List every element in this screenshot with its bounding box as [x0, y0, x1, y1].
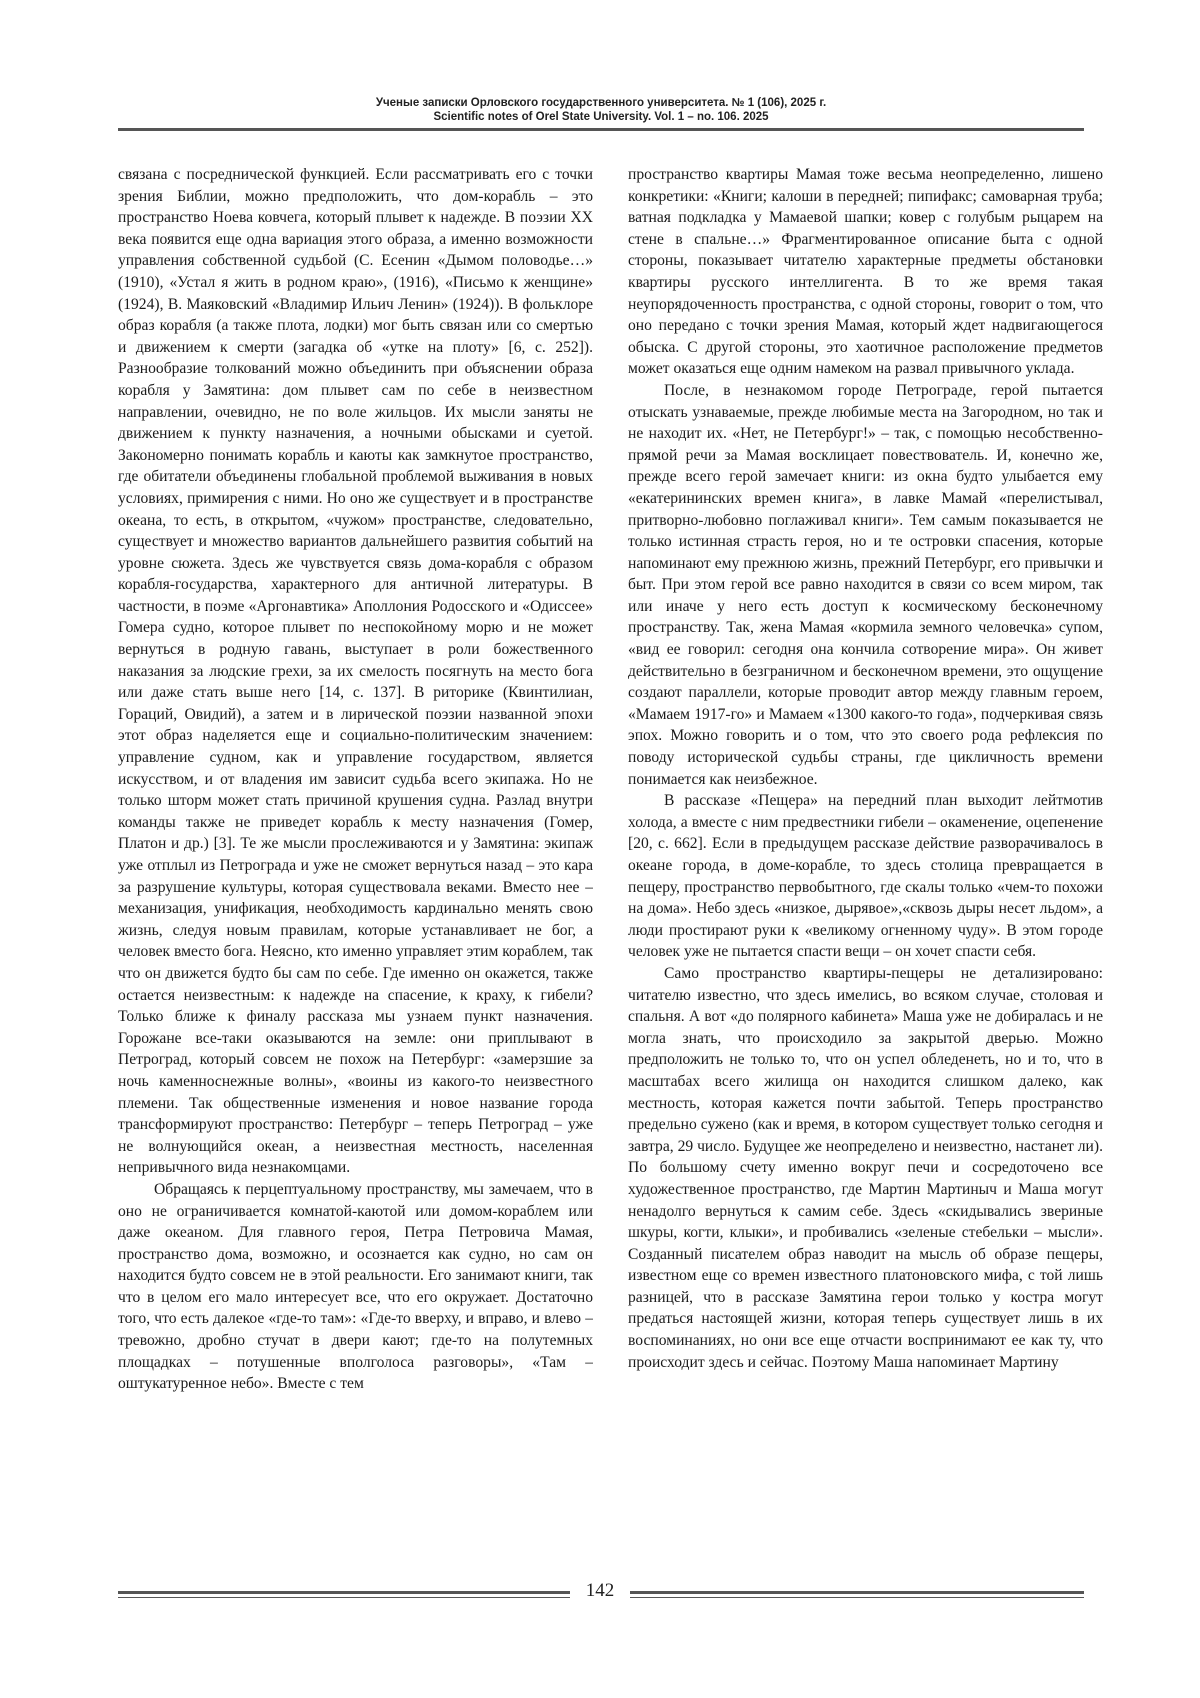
- paragraph: связана с посреднической функцией. Если рассматривать его с точки зрения Библии, можно предположить, что дом-корабль – это пространство Ноева ковчега, который плывет к надежде. В поэзии XX века появится еще одна вариация этого образа, а именно возможности управления собственной судьбой (С. Есенин «Дымом половодье…» (1910), «Устал я жить в родном краю», (1916), «Письмо к женщине» (1924), В. Маяковский «Владимир Ильич Ленин» (1924)). В фольклоре образ корабля (а также плота, лодки) мог быть связан или со смертью и движением к смерти (загадка об «утке на плоту» [6, с. 252]). Разнообразие толкований можно объединить при объяснении образа корабля у Замятина: дом плывет сам по себе в неизвестном направлении, очевидно, не по воле жильцов. Их мысли заняты не движением к пункту назначения, а ночными обысками и суетой. Закономерно понимать корабль и каюты как замкнутое пространство, где обитатели объединены глобальной проблемой выживания в новых условиях, примирения с ними. Но оно же существует и в пространстве океана, то есть, в открытом, «чужом» пространстве, следовательно, существует и множество вариантов дальнейшего развития событий на уровне сюжета. Здесь же чувствуется связь дома-корабля с образом корабля-государства, характерного для античной литературы. В частности, в поэме «Аргонавтика» Аполлония Родосского и «Одиссее» Гомера судно, которое плывет по неспокойному морю и не может вернуться в родную гавань, выступает в роли божественного наказания за людские грехи, за их смелость посягнуть на место бога или даже стать выше него [14, с. 137]. В риторике (Квинтилиан, Гораций, Овидий), а затем и в лирической поэзии названной эпохи этот образ наделяется еще и социально-политическим значением: управление судном, как и управление государством, является искусством, и от владения им зависит судьба всего экипажа. Но не только шторм может стать причиной крушения судна. Разлад внутри команды также не приведет корабль к месту назначения (Гомер, Платон и др.) [3]. Те же мысли прослеживаются и у Замятина: экипаж уже отплыл из Петрограда и уже не сможет вернуться назад – это кара за разрушение культуры, которая существовала веками. Вместо нее – механизация, унификация, необходимость кардинально менять свою жизнь, следуя новым правилам, которые устанавливает не бог, а человек вместо бога. Неясно, кто именно управляет этим кораблем, так что он движется будто бы сам по себе. Где именно он окажется, также остается неизвестным: к надежде на спасение, к краху, к гибели? Только ближе к финалу рассказа мы узнаем пункт назначения. Горожане все-таки оказываются на земле: они приплывают в Петроград, который совсем не похож на Петербург: «замерзшие за ночь каменноснежные волны», «воины из какого-то неизвестного племени. Так общественные изменения и новое название города трансформируют пространство: Петербург – теперь Петроград – уже не волнующийся океан, а неизвестная местность, населенная непривычного вида незнакомцами.: [118, 166, 593, 1177]
- right-column: [628, 164, 1103, 1554]
- paragraph: Само пространство квартиры-пещеры не детализировано: читателю известно, что здесь имелись, во всяком случае, столовая и спальня. А вот «до полярного кабинета» Маша уже не добиралась и не могла знать, что происходило за закрытой дверью. Можно предположить не только то, что он успел обледенеть, но и то, что в масштабах всего жилища он находится слишком далеко, как местность, которая кажется почти забытой. Теперь пространство предельно сужено (как и время, в котором существует только сегодня и завтра, 29 число. Будущее же неопределено и неизвестно, настанет ли). По большому счету именно вокруг печи и сосредоточено все художественное пространство, где Мартин Мартиныч и Маша могут ненадолго вернуться к самим себе. Здесь «скидывались звериные шкуры, когти, клыки», и пробивались «зеленые стебельки – мысли». Созданный писателем образ наводит на мысль об образе пещеры, известном еще со времен известного платоновского мифа, с той лишь разницей, что в рассказе Замятина герои только у костра могут предаться настоящей жизни, которая теперь существует лишь в их воспоминаниях, но они все еще отчасти воспринимают ее как ту, что происходит здесь и сейчас. Поэтому Маша напоминает Мартину: [628, 964, 1103, 1371]
- page-number: 142: [585, 1580, 615, 1601]
- journal-title-ru: Ученые записки Орловского государственного университета. № 1 (106), 2025 г.: [375, 97, 827, 109]
- paragraph: В рассказе «Пещера» на передний план выходит лейтмотив холода, а вместе с ним предвестники гибели – окаменение, оцепенение [20, с. 662]. Если в предыдущем рассказе действие разворачивалось в океане города, в доме-корабле, то здесь столица превращается в пещеру, пространство первобытного, где скалы только «чем-то похожи на дома». Небо здесь «низкое, дырявое»,«сквозь дыры несет льдом», а люди простирают руки к «великому огненному чуду». В этом городе человек уже не пытается спасти вещи – он хочет спасти себя.: [628, 792, 1103, 961]
- paragraph: После, в незнакомом городе Петрограде, герой пытается отыскать узнаваемые, прежде любимые места на Загородном, но так и не находит их. «Нет, не Петербург!» – так, с помощью несобственно-прямой речи за Мамая восклицает повествователь. И, конечно же, прежде всего герой замечает книги: из окна будто улыбается ему «екатерининских времен книга», в лавке Мамай «перелистывал, притворно-любовно поглаживал книги». Тем самым показывается не только истинная страсть героя, но и те островки спасения, которые напоминают ему прежнюю жизнь, прежний Петербург, его привычки и быт. При этом герой все равно находится в связи со всем миром, так или иначе у него есть доступ к космическому бесконечному пространству. Так, жена Мамая «кормила земного человечка» супом, «вид ее говорил: сегодня она кончила сотворение мира». Он живет действительно в безграничном и бесконечном времени, это ощущение создают параллели, которые проводит автор между главным героем, «Мамаем 1917-го» и Мамаем «1300 какого-то года», подчеркивая связь эпох. Можно говорить и о том, что это своего рода рефлексия по поводу исторической судьбы страны, где цикличность времени понимается как неизбежное.: [628, 381, 1103, 788]
- paragraph: Обращаясь к перцептуальному пространству, мы замечаем, что в оно не ограничивается комнатой-каютой или домом-кораблем или даже океаном. Для главного героя, Петра Петровича Мамая, пространство дома, возможно, и осознается как судно, но сам он находится будто совсем не в этой реальности. Его занимают книги, так что в целом его мало интересует все, что его окружает. Достаточно того, что есть далекое «где-то там»: «Где-то вверху, и вправо, и влево – тревожно, дробно стучат в двери кают; где-то на полутемных площадках – потушенные вполголоса разговоры», «Там – оштукатуренное небо». Вместе с тем: [118, 1180, 593, 1393]
- left-column: [118, 164, 593, 1554]
- header-rule: [118, 128, 1084, 131]
- paragraph: пространство квартиры Мамая тоже весьма неопределенно, лишено конкретики: «Книги; калоши в передней; пипифакс; самоварная труба; ватная подкладка у Мамаевой шапки; ковер с голубым рыцарем на стене в спальне…» Фрагментированное описание быта с одной стороны, показывает читателю характерные предметы обстановки квартиры русского интеллигента. В то же время такая неупорядоченность пространства, с одной стороны, говорит о том, что оно передано с точки зрения Мамая, который ждет надвигающегося обыска. С другой стороны, это хаотичное расположение предметов может оказаться еще одним намеком на развал привычного уклада.: [628, 166, 1103, 378]
- journal-title-en: Scientific notes of Orel State University. Vol. 1 – no. 106. 2025: [433, 111, 769, 123]
- running-header: [118, 96, 1084, 124]
